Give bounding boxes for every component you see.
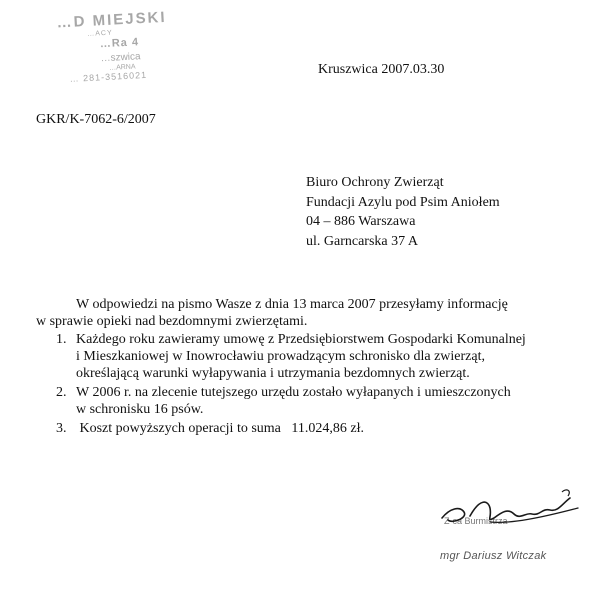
list-item-number: 1. xyxy=(56,332,67,347)
signature-stamp-text: Z-ca Burmistrza xyxy=(444,516,508,526)
list-item-line: i Mieszkaniowej w Inowrocławiu prowadzącym schronisko dla zwierząt, xyxy=(76,349,485,364)
list-item-number: 2. xyxy=(56,385,67,400)
signature-block xyxy=(430,478,590,588)
intro-line-1: W odpowiedzi na pismo Wasze z dnia 13 marca 2007 przesyłamy informację xyxy=(76,297,508,312)
letter-intro xyxy=(36,296,556,330)
list-item-line: w schronisku 16 psów. xyxy=(76,402,204,417)
handwritten-signature xyxy=(430,478,590,548)
signatory-name: mgr Dariusz Witczak xyxy=(440,550,547,562)
recipient-address xyxy=(306,173,500,251)
intro-line-2: w sprawie opieki nad bezdomnymi zwierzętami. xyxy=(36,314,308,329)
recipient-line-2: Fundacji Azylu pod Psim Aniołem xyxy=(306,194,500,210)
list-item-line: Koszt powyższych operacji to suma 11.024,86 zł. xyxy=(76,421,364,436)
letter-date: Kruszwica 2007.03.30 xyxy=(318,62,445,77)
reference-number: GKR/K-7062-6/2007 xyxy=(36,112,156,127)
stamp-line-3: …Ra 4 xyxy=(99,36,140,51)
stamp-line-1: …D MIEJSKI xyxy=(56,8,167,32)
list-item xyxy=(56,384,556,418)
stamp-line-6: … 281-3516021 xyxy=(69,69,148,84)
recipient-line-1: Biuro Ochrony Zwierząt xyxy=(306,175,444,190)
list-item xyxy=(56,420,556,437)
office-stamp xyxy=(16,3,195,90)
list-item-line: określającą warunki wyłapywania i utrzymania bezdomnych zwierząt. xyxy=(76,366,470,381)
stamp-line-5: …ARNA xyxy=(108,63,136,72)
stamp-line-2: …ACY xyxy=(87,29,113,38)
numbered-list xyxy=(56,331,556,439)
list-item xyxy=(56,331,556,382)
list-item-line: W 2006 r. na zlecenie tutejszego urzędu zostało wyłapanych i umieszczonych xyxy=(76,385,511,400)
stamp-line-4: …szwica xyxy=(100,51,141,65)
recipient-line-3: 04 – 886 Warszawa xyxy=(306,214,416,229)
list-item-number: 3. xyxy=(56,421,67,436)
list-item-line: Każdego roku zawieramy umowę z Przedsiębiorstwem Gospodarki Komunalnej xyxy=(76,332,526,347)
recipient-line-4: ul. Garncarska 37 A xyxy=(306,233,418,249)
